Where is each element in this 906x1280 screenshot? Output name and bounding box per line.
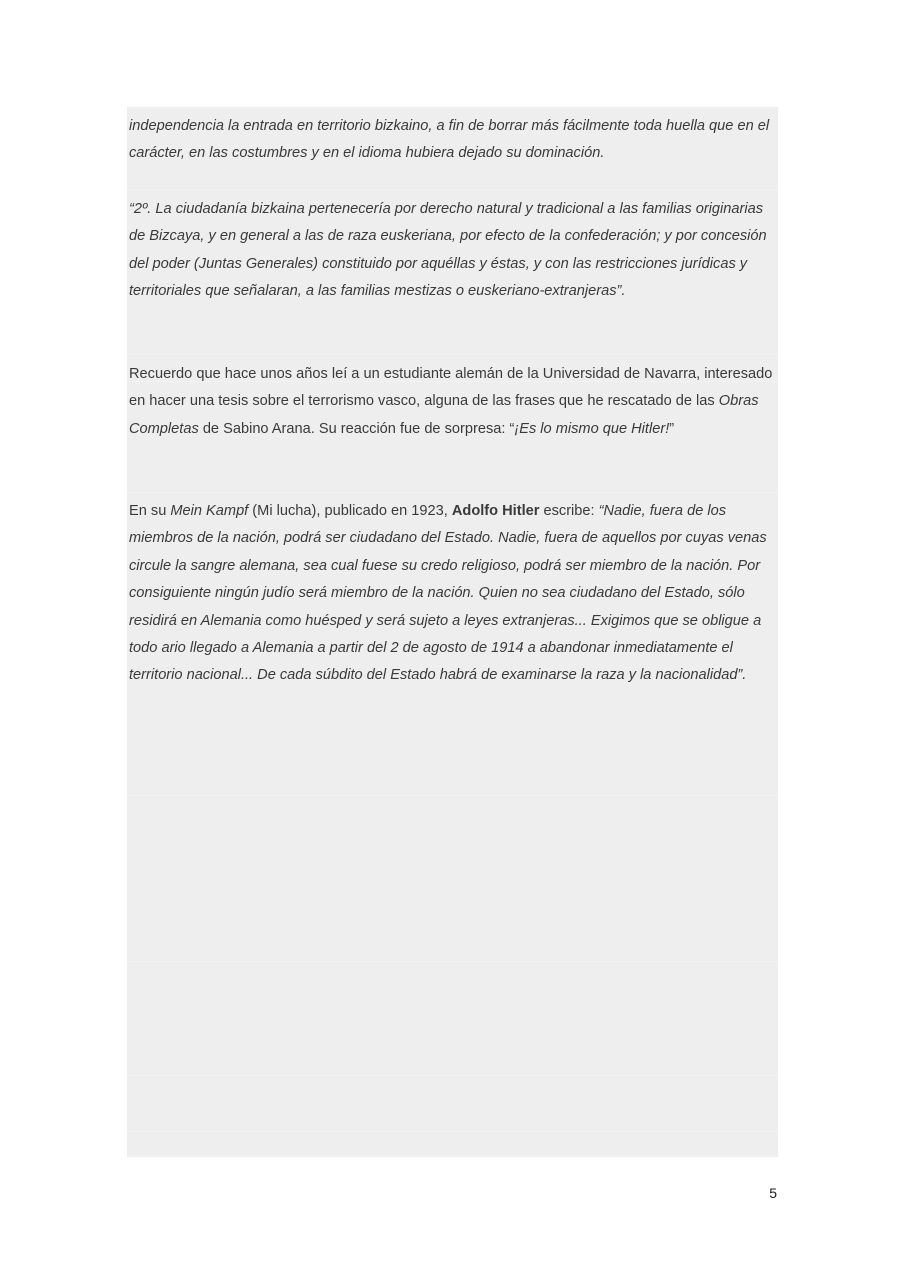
paragraph-2 — [129, 196, 776, 306]
book-title-mein-kampf: Mein Kampf — [170, 503, 249, 519]
paragraph-1 — [129, 113, 776, 168]
divider — [127, 189, 778, 190]
paragraph-4-text — [129, 498, 776, 690]
page-number: 5 — [769, 1185, 777, 1201]
paragraph-3-part5: ” — [669, 420, 675, 437]
paragraph-1-text: independencia la entrada en territorio bizkaino, a fin de borrar más fácilmente toda huella que en el carácter, en las costumbres y en el idioma hubiera dejado su dominación. — [129, 118, 770, 162]
paragraph-2-text: “2º. La ciudadanía bizkaina pertenecería por derecho natural y tradicional a las familias originarias de Bizcaya, y en general a las de raza euskeriana, por efecto de la confederación; y por concesión del poder (Juntas Generales) constituido por aquéllas y éstas, y con las restricciones jurídicas y territoriales que señalaran, a las familias mestizas o euskeriano-extranjeras”. — [129, 201, 767, 300]
quote-reaction: ¡Es lo mismo que Hitler! — [514, 420, 670, 437]
paragraph-4-part1: En su — [129, 503, 171, 519]
paragraph-4 — [129, 498, 776, 690]
paragraph-3-text — [129, 361, 776, 443]
paragraph-4-part5: escribe: — [539, 503, 599, 519]
paragraph-3 — [129, 361, 776, 443]
divider — [127, 354, 778, 355]
divider — [127, 1131, 778, 1132]
paragraph-3-part3: de Sabino Arana. Su reacción fue de sorpresa: “ — [198, 420, 515, 437]
divider — [127, 492, 778, 493]
divider — [127, 961, 778, 962]
divider — [127, 795, 778, 796]
divider — [127, 1075, 778, 1076]
paragraph-3-part1: Recuerdo que hace unos años leí a un estudiante alemán de la Universidad de Navarra, interesado en hacer una tesis sobre el terrorismo vasco, alguna de las frases que he rescatado de las — [129, 366, 773, 410]
hitler-quote: “Nadie, fuera de los miembros de la nación, podrá ser ciudadano del Estado. Nadie, fuera de aquellos por cuyas venas circule la sangre alemana, sea cual fuese su credo religioso, podrá ser miembro de la nación. Por consiguiente ningún judío será miembro de la nación. Quien no sea ciudadano del Estado, sólo residirá en Alemania como huésped y será sujeto a leyes extranjeras... Exigimos que se obligue a todo ario llegado a Alemania a partir del 2 de agosto de 1914 a abandonar inmediatamente el territorio nacional... De cada súbdito del Estado habrá de examinarse la raza y la nacionalidad”. — [129, 503, 767, 684]
author-name: Adolfo Hitler — [451, 503, 540, 519]
book-title-obras-completas: Obras Completas — [129, 393, 759, 437]
paragraph-4-part3: (Mi lucha), publicado en 1923, — [248, 503, 452, 519]
